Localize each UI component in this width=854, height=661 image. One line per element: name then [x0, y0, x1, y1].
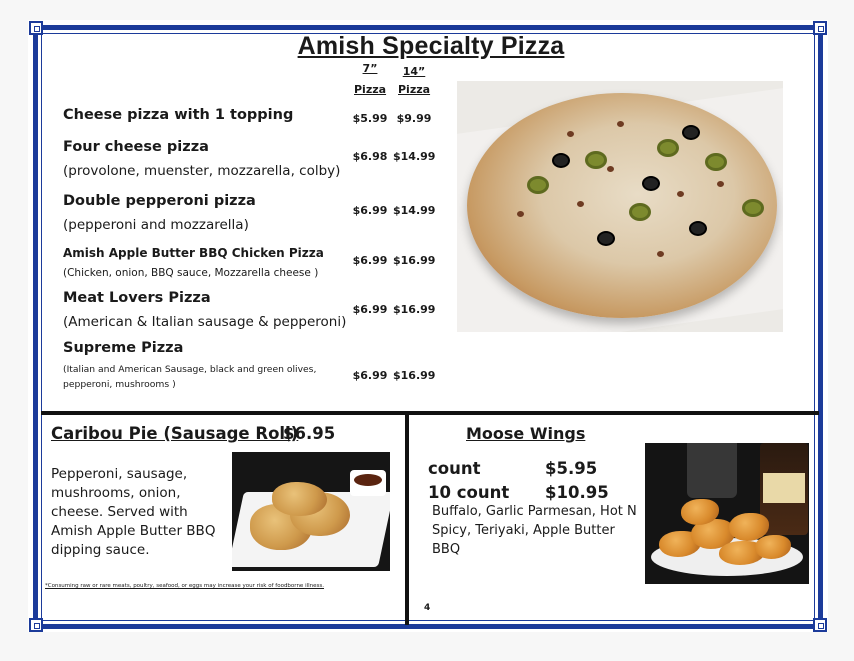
black-olive: [682, 125, 700, 140]
price-large: $16.99: [393, 254, 436, 267]
price-large: $16.99: [393, 369, 436, 382]
price-small: $6.99: [352, 303, 388, 316]
green-olive: [705, 153, 727, 171]
green-olive: [527, 176, 549, 194]
page-number: 4: [424, 603, 431, 613]
green-olive: [629, 203, 651, 221]
size-small: 7”: [362, 62, 378, 75]
sausage: [617, 121, 624, 127]
menu-item-name: Four cheese pizza: [63, 139, 209, 155]
corner-ornament: [813, 618, 827, 632]
menu-item-desc: (provolone, muenster, mozzarella, colby): [63, 163, 341, 179]
menu-item-name: Amish Apple Butter BBQ Chicken Pizza: [63, 246, 324, 260]
black-olive: [552, 153, 570, 168]
size-large: 14”: [402, 65, 426, 78]
price-small: $6.99: [352, 254, 388, 267]
sausage: [567, 131, 574, 137]
sausage: [677, 191, 684, 197]
glass: [687, 443, 737, 498]
size-large-label: Pizza: [398, 83, 431, 96]
price-small: $6.98: [352, 150, 388, 163]
wings-photo: [645, 443, 809, 584]
wings-title: Moose Wings: [466, 424, 586, 443]
black-olive: [597, 231, 615, 246]
dipping-sauce-cup: [350, 470, 386, 496]
price-small: $6.99: [352, 204, 388, 217]
menu-item-name: Cheese pizza with 1 topping: [63, 107, 294, 123]
sausage: [577, 201, 584, 207]
sausage: [657, 251, 664, 257]
menu-item-desc: (pepperoni and mozzarella): [63, 217, 249, 233]
caribou-desc: Pepperoni, sausage, mushrooms, onion, cheese. Served with Amish Apple Butter BBQ dipping sauce.: [51, 466, 216, 558]
jar-label: [763, 473, 805, 503]
sausage-roll-photo: [232, 452, 390, 571]
wings-count-label: 10 count: [428, 483, 510, 502]
menu-item-name: Double pepperoni pizza: [63, 193, 256, 209]
menu-item-name: Supreme Pizza: [63, 340, 184, 356]
price-large: $9.99: [396, 112, 432, 125]
black-olive: [642, 176, 660, 191]
pizza: [467, 93, 777, 318]
price-large: $14.99: [393, 150, 436, 163]
sausage: [517, 211, 524, 217]
green-olive: [657, 139, 679, 157]
pizza-photo: [457, 81, 783, 332]
page-title: Amish Specialty Pizza: [297, 32, 565, 60]
menu-item-desc: (American & Italian sausage & pepperoni): [63, 314, 347, 330]
sausage-roll: [272, 482, 327, 516]
green-olive: [585, 151, 607, 169]
price-large: $14.99: [393, 204, 436, 217]
wings-count-label: count: [428, 459, 481, 478]
caribou-price: $6.95: [283, 424, 336, 443]
price-large: $16.99: [393, 303, 436, 316]
size-small-label: Pizza: [354, 83, 387, 96]
wings-count-price: $5.95: [545, 459, 598, 478]
menu-item-desc: (Italian and American Sausage, black and green olives, pepperoni, mushrooms ): [63, 364, 317, 390]
column-header-large: [398, 65, 430, 96]
black-olive: [689, 221, 707, 236]
green-olive: [742, 199, 764, 217]
wings-count-price: $10.95: [545, 483, 609, 502]
price-small: $6.99: [352, 369, 388, 382]
column-divider: [405, 411, 409, 625]
sausage: [717, 181, 724, 187]
corner-ornament: [29, 618, 43, 632]
food-safety-footnote: *Consuming raw or rare meats, poultry, seafood, or eggs may increase your risk of foodborne illness.: [45, 583, 325, 589]
sausage: [607, 166, 614, 172]
caribou-title: Caribou Pie (Sausage Roll): [51, 424, 299, 443]
menu-item-name: Meat Lovers Pizza: [63, 290, 211, 306]
wings-desc: Buffalo, Garlic Parmesan, Hot N Spicy, Teriyaki, Apple Butter BBQ: [432, 504, 637, 557]
column-header-small: [354, 62, 386, 96]
section-divider: [41, 411, 819, 415]
price-small: $5.99: [352, 112, 388, 125]
menu-item-desc: (Chicken, onion, BBQ sauce, Mozzarella cheese ): [63, 267, 319, 279]
